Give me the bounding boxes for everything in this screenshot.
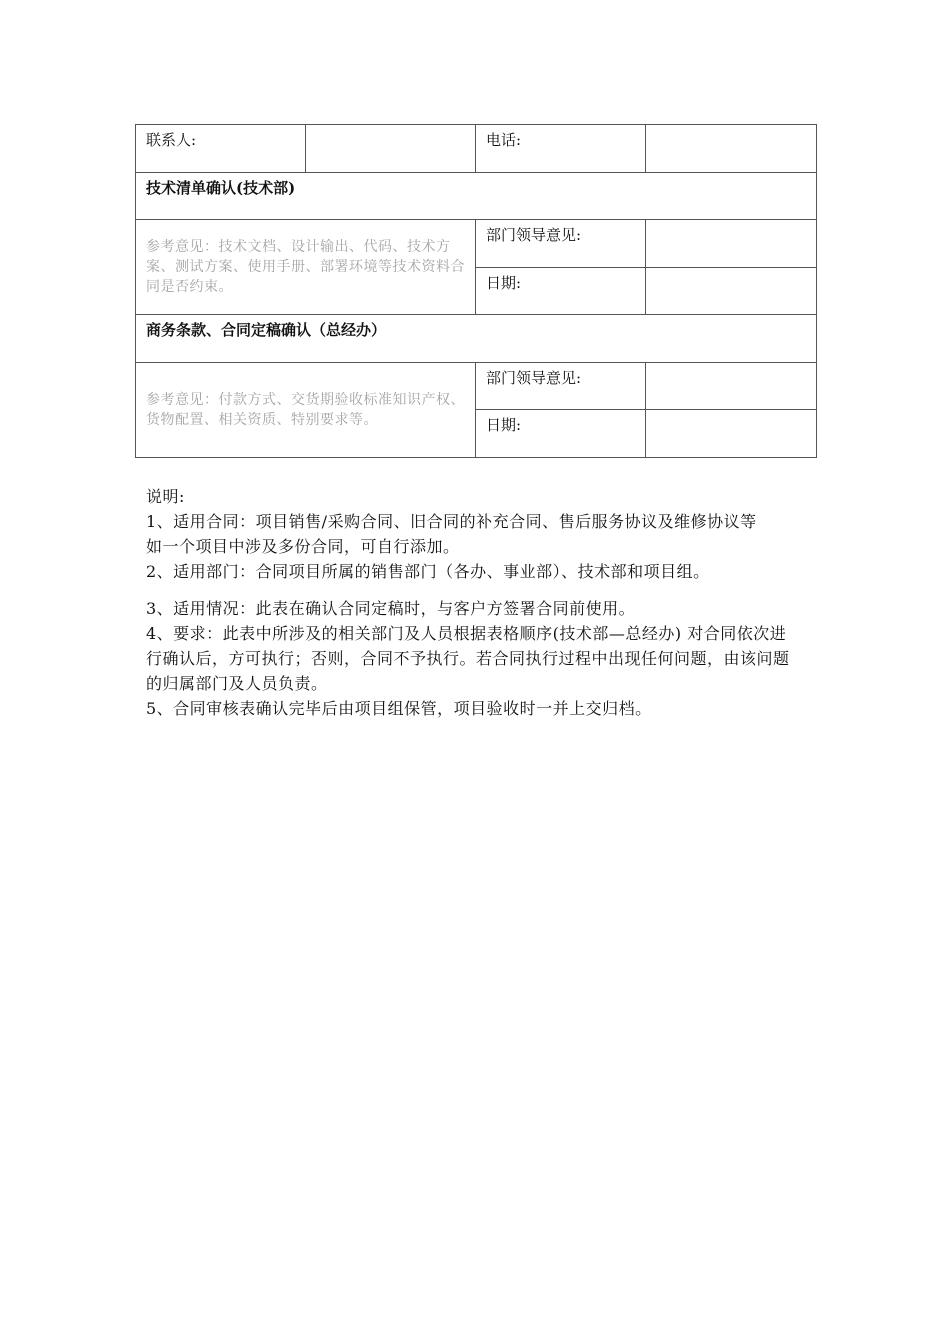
business-section-header-row <box>136 315 817 363</box>
tech-date-label: 日期: <box>476 268 646 315</box>
business-date-label: 日期: <box>476 410 646 458</box>
phone-value-cell[interactable] <box>646 125 817 173</box>
tech-date-value-cell[interactable] <box>646 268 817 315</box>
tech-section-header-row <box>136 173 817 220</box>
tech-leader-row <box>136 220 817 268</box>
business-leader-row <box>136 363 817 410</box>
instruction-item-1-extra: 如一个项目中涉及多份合同，可自行添加。 <box>146 537 460 556</box>
instruction-item-2: 2、适用部门：合同项目所属的销售部门（各办、事业部）、技术部和项目组。 <box>146 562 710 581</box>
instruction-item-1: 1、适用合同：项目销售/采购合同、旧合同的补充合同、售后服务协议及维修协议等 <box>146 512 757 531</box>
business-reference-note: 参考意见：付款方式、交货期验收标准知识产权、货物配置、相关资质、特别要求等。 <box>136 363 476 458</box>
instruction-item-3: 3、适用情况：此表在确认合同定稿时，与客户方签署合同前使用。 <box>146 599 636 618</box>
tech-section-title: 技术清单确认(技术部) <box>136 173 817 220</box>
phone-label: 电话: <box>476 125 646 173</box>
instructions-heading: 说明: <box>146 487 185 506</box>
contact-row <box>136 125 817 173</box>
instruction-item-4: 4、要求：此表中所涉及的相关部门及人员根据表格顺序(技术部—总经办) 对合同依次进行确认后，方可执行；否则，合同不予执行。若合同执行过程中出现任何问题，由该问题的归属部门及人员负责。 <box>146 624 790 693</box>
contact-value-cell[interactable] <box>306 125 476 173</box>
business-date-value-cell[interactable] <box>646 410 817 458</box>
business-leader-label: 部门领导意见: <box>476 363 646 410</box>
business-leader-value-cell[interactable] <box>646 363 817 410</box>
tech-leader-value-cell[interactable] <box>646 220 817 268</box>
tech-leader-label: 部门领导意见: <box>476 220 646 268</box>
instruction-item-5: 5、合同审核表确认完毕后由项目组保管，项目验收时一并上交归档。 <box>146 699 652 718</box>
spacer <box>146 584 802 596</box>
contract-review-table <box>135 124 817 458</box>
contact-label: 联系人: <box>136 125 306 173</box>
tech-reference-note: 参考意见：技术文档、设计输出、代码、技术方案、测试方案、使用手册、部署环境等技术资料合同是否约束。 <box>136 220 476 315</box>
instructions-section <box>146 484 802 721</box>
business-section-title: 商务条款、合同定稿确认（总经办） <box>136 315 817 363</box>
